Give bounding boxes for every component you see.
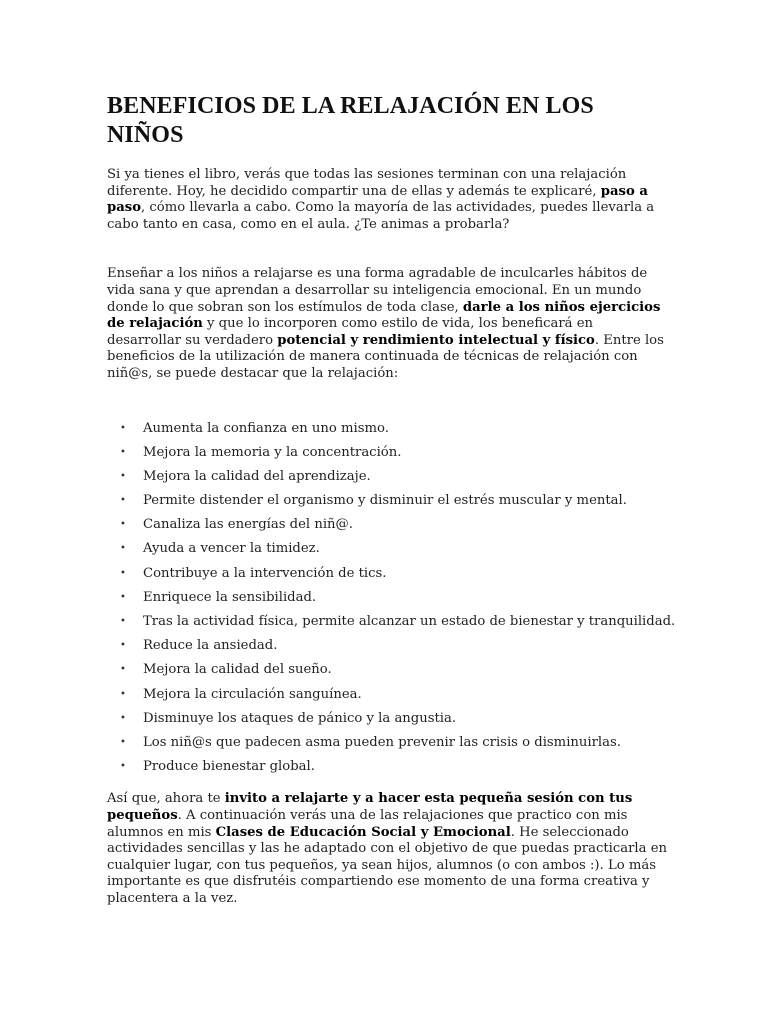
list-item xyxy=(107,658,667,682)
bullet-icon: • xyxy=(120,495,126,507)
para2-bold-1: darle a los niños ejercicios de relajación xyxy=(107,299,661,332)
bullet-icon: • xyxy=(120,422,126,434)
intro-text-2: , cómo llevarla a cabo. Como la mayoría de las actividades, puedes llevarla a cabo tanto en casa, como en el aula. ¿Te animas a probarla? xyxy=(107,200,655,232)
list-item xyxy=(107,634,667,658)
closing-paragraph xyxy=(107,791,667,907)
list-item xyxy=(107,562,667,586)
closing-bold-1: invito a relajarte y a hacer esta pequeña sesión con tus pequeños xyxy=(107,791,633,823)
bullet-icon: • xyxy=(120,712,126,724)
list-item xyxy=(107,683,667,707)
bullet-icon: • xyxy=(120,470,126,482)
list-item xyxy=(107,610,676,634)
bullet-icon: • xyxy=(120,664,126,676)
benefits-intro-paragraph xyxy=(107,266,667,382)
list-item-text: Enriquece la sensibilidad. xyxy=(143,589,317,605)
bullet-icon: • xyxy=(120,616,126,628)
bullet-icon: • xyxy=(120,591,126,603)
benefits-list xyxy=(107,417,676,780)
bullet-icon: • xyxy=(120,688,126,700)
document-title: BENEFICIOS DE LA RELAJACIÓN EN LOS NIÑOS xyxy=(107,93,594,148)
para2-bold-2: potencial y rendimiento intelectual y físico xyxy=(277,332,595,348)
list-item-text: Ayuda a vencer la timidez. xyxy=(143,541,320,557)
list-item-text: Los niñ@s que padecen asma pueden prevenir las crisis o disminuirlas. xyxy=(143,734,621,750)
closing-text-1: Así que, ahora te xyxy=(107,791,225,807)
bullet-icon: • xyxy=(120,640,126,652)
closing-text-2: . A continuación verás una de las relajaciones que practico con mis alumnos en mis xyxy=(107,807,628,840)
intro-bold-1: paso a paso xyxy=(107,183,648,216)
intro-paragraph xyxy=(107,167,667,233)
list-item xyxy=(107,731,667,755)
list-item xyxy=(107,417,667,441)
bullet-icon: • xyxy=(120,519,126,531)
bullet-icon: • xyxy=(120,736,126,748)
list-item-text: Mejora la calidad del aprendizaje. xyxy=(143,468,371,484)
list-item-text: Canaliza las energías del niñ@. xyxy=(143,517,353,533)
list-item xyxy=(107,537,667,561)
list-item-text: Mejora la circulación sanguínea. xyxy=(143,686,362,702)
intro-text-1: Si ya tienes el libro, verás que todas las sesiones terminan con una relajación diferente. Hoy, he decidido compartir una de ellas y además te explicaré, xyxy=(107,167,627,199)
list-item-text: Permite distender el organismo y disminuir el estrés muscular y mental. xyxy=(143,493,627,509)
list-item xyxy=(107,489,667,513)
list-item xyxy=(107,513,667,537)
list-item-text: Disminuye los ataques de pánico y la angustia. xyxy=(143,710,457,726)
list-item xyxy=(107,586,667,610)
bullet-icon: • xyxy=(120,446,126,458)
para2-text-1: Enseñar a los niños a relajarse es una forma agradable de inculcarles hábitos de vida sana y que aprendan a desarrollar su inteligencia emocional. En un mundo donde lo que sobran son los estímulos de toda clase, xyxy=(107,266,648,315)
para2-text-3: . Entre los beneficios de la utilización de manera continuada de técnicas de relajación con niñ@s, se puede destacar que la relajación: xyxy=(107,332,664,381)
list-item-text: Produce bienestar global. xyxy=(143,759,315,775)
closing-text-3: . He seleccionado actividades sencillas y las he adaptado con el objetivo de que puedas practicarla en cualquier lugar, con tus pequeños, ya sean hijos, alumnos (o con ambos :). Lo más importante es que disfrutéis compartiendo ese momento de una forma creativa y placentera a la vez. xyxy=(107,824,667,906)
list-item xyxy=(107,755,667,779)
list-item-text: Mejora la memoria y la concentración. xyxy=(143,444,402,460)
closing-bold-2: Clases de Educación Social y Emocional xyxy=(215,824,511,840)
list-item-text: Mejora la calidad del sueño. xyxy=(143,662,332,678)
para2-text-2: y que lo incorporen como estilo de vida, los beneficará en desarrollar su verdadero xyxy=(107,316,594,348)
list-item-text: Contribuye a la intervención de tics. xyxy=(143,565,387,581)
document-page xyxy=(107,92,676,908)
list-item xyxy=(107,465,667,489)
bullet-icon: • xyxy=(120,761,126,773)
list-item-text: Aumenta la confianza en uno mismo. xyxy=(143,420,389,436)
bullet-icon: • xyxy=(120,543,126,555)
bullet-icon: • xyxy=(120,567,126,579)
list-item-text: Reduce la ansiedad. xyxy=(143,638,278,654)
list-item xyxy=(107,707,667,731)
list-item xyxy=(107,441,667,465)
list-item-text: Tras la actividad física, permite alcanzar un estado de bienestar y tranquilidad. xyxy=(143,614,676,630)
